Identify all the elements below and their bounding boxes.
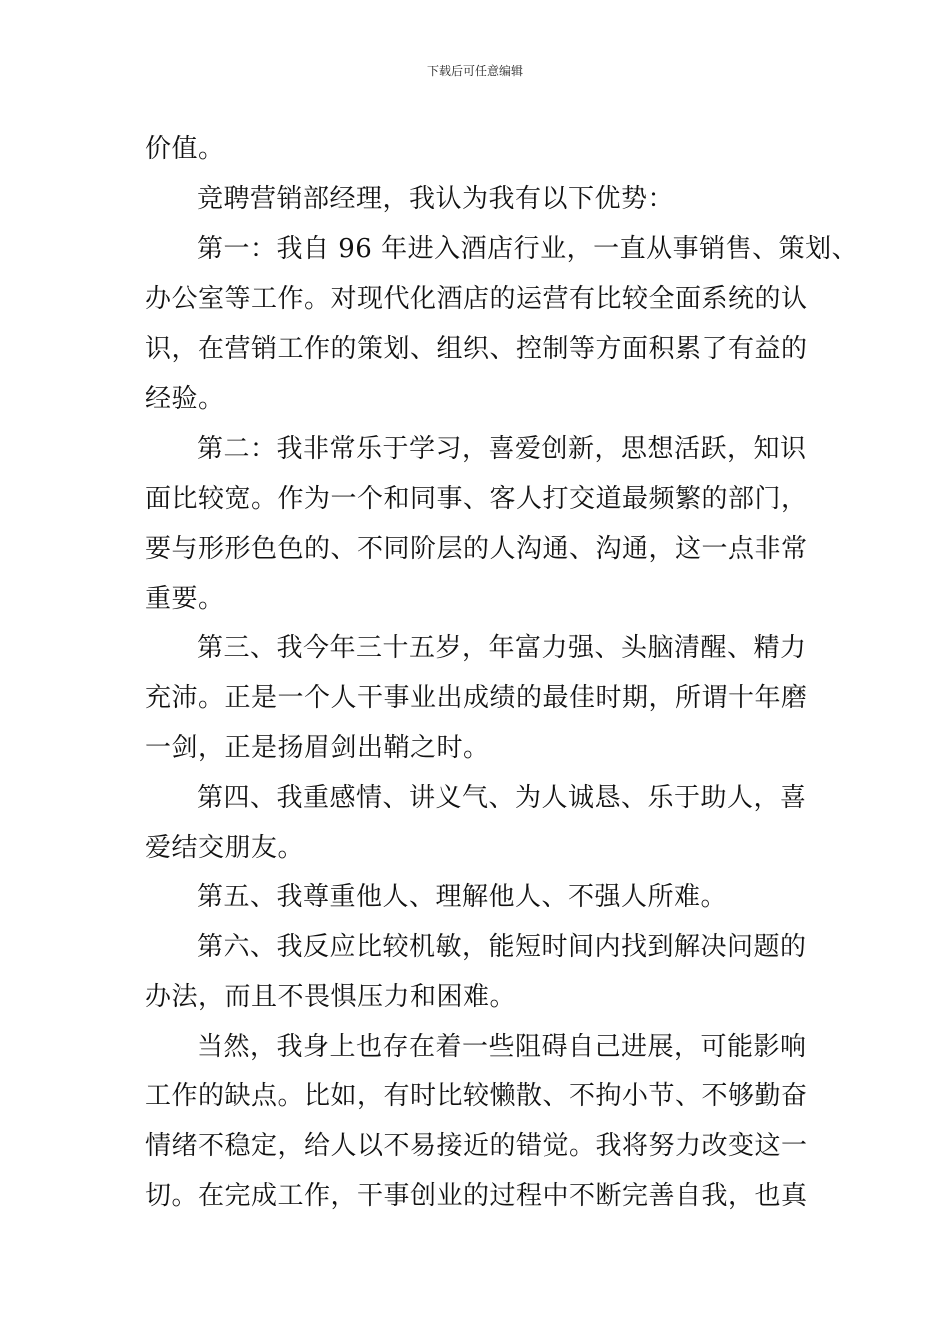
text-line: 第六、我反应比较机敏，能短时间内找到解决问题的 xyxy=(197,932,807,962)
text-line: 价值。 xyxy=(145,134,225,164)
text-line: 重要。 xyxy=(145,584,225,614)
text-line: 爱结交朋友。 xyxy=(145,833,305,863)
text-line: 工作的缺点。比如，有时比较懒散、不拘小节、不够勤奋 xyxy=(145,1081,808,1111)
text-line: 一剑，正是扬眉剑出鞘之时。 xyxy=(145,733,490,763)
page-header-note: 下载后可任意编辑 xyxy=(426,64,523,78)
text-line: 要与形形色色的、不同阶层的人沟通、沟通，这一点非常 xyxy=(145,534,808,564)
text-line: 第一：我自 96 年进入酒店行业，一直从事销售、策划、 xyxy=(197,234,859,264)
text-line: 情绪不稳定，给人以不易接近的错觉。我将努力改变这一 xyxy=(145,1131,808,1161)
text-line: 经验。 xyxy=(145,384,225,414)
text-line: 当然，我身上也存在着一些阻碍自己进展，可能影响 xyxy=(197,1032,807,1062)
text-line: 第五、我尊重他人、理解他人、不强人所难。 xyxy=(197,882,728,912)
text-line: 第三、我今年三十五岁，年富力强、头脑清醒、精力 xyxy=(197,633,807,663)
text-line: 办法，而且不畏惧压力和困难。 xyxy=(145,982,517,1012)
text-line: 第四、我重感情、讲义气、为人诚恳、乐于助人，喜 xyxy=(197,783,807,813)
text-line: 充沛。正是一个人干事业出成绩的最佳时期，所谓十年磨 xyxy=(145,683,808,713)
text-line: 竞聘营销部经理，我认为我有以下优势： xyxy=(197,184,675,214)
text-line: 面比较宽。作为一个和同事、客人打交道最频繁的部门， xyxy=(145,484,808,514)
text-line: 办公室等工作。对现代化酒店的运营有比较全面系统的认 xyxy=(145,284,808,314)
text-line: 切。在完成工作，干事创业的过程中不断完善自我，也真 xyxy=(145,1181,808,1211)
text-line: 识，在营销工作的策划、组织、控制等方面积累了有益的 xyxy=(145,334,808,364)
text-line: 第二：我非常乐于学习，喜爱创新，思想活跃，知识 xyxy=(197,434,807,464)
